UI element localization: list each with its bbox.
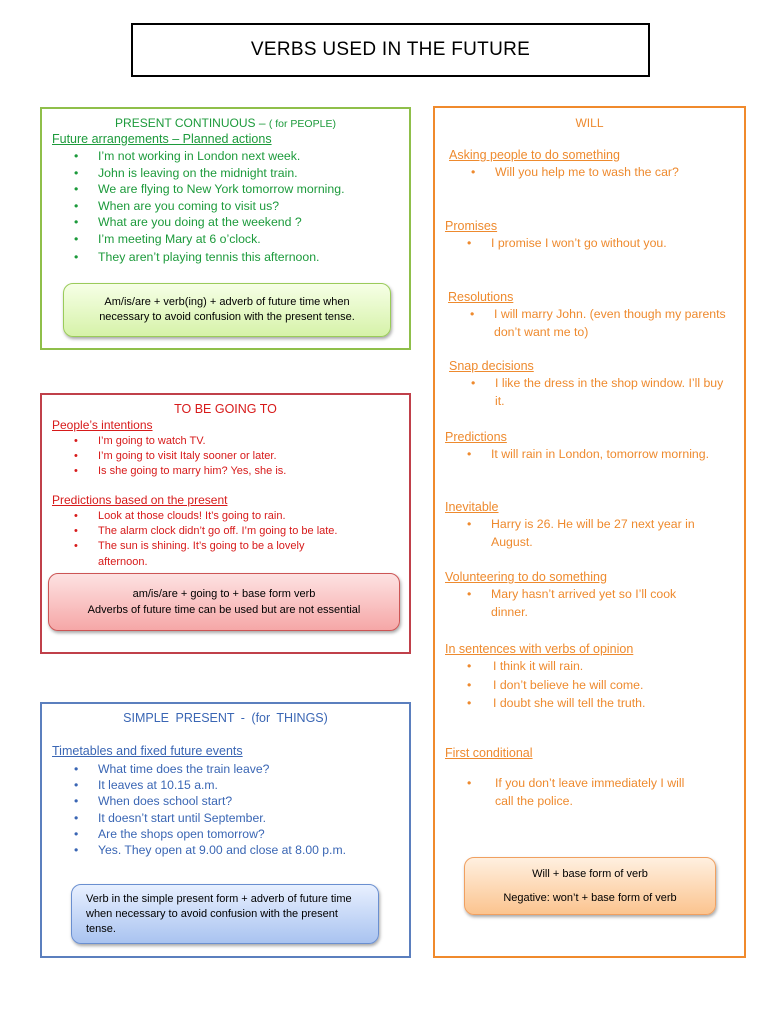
will-heading: WILL xyxy=(575,116,604,130)
will-section-title: In sentences with verbs of opinion xyxy=(445,642,634,656)
will-note xyxy=(464,857,716,915)
will-section-title: Snap decisions xyxy=(449,359,534,373)
will-section xyxy=(445,219,735,252)
simple-present-subheading: Timetables and fixed future events xyxy=(52,744,243,758)
present-continuous-heading xyxy=(42,116,409,130)
will-section-list xyxy=(445,515,735,551)
list-item: • The sun is shining. It’s going to be a lovely afternoon. xyxy=(52,539,402,569)
present-continuous-list xyxy=(52,148,402,266)
simple-present-list xyxy=(52,761,402,858)
will-note-line2: Negative: won’t + base form of verb xyxy=(503,892,677,904)
going-to-note xyxy=(48,573,400,631)
will-section xyxy=(445,746,735,810)
present-continuous-heading-main: PRESENT CONTINUOUS – xyxy=(115,116,266,130)
will-section-list xyxy=(445,585,735,621)
list-item: • I don’t believe he will come. xyxy=(445,676,735,695)
list-item: • I like the dress in the shop window. I’ll buy it. xyxy=(449,374,739,410)
list-item: • Is she going to marry him? Yes, she is. xyxy=(52,464,402,479)
list-item: • John is leaving on the midnight train. xyxy=(52,165,402,182)
will-section xyxy=(448,290,738,341)
going-to-section-title: Predictions based on the present xyxy=(52,493,228,507)
going-to-section-title: People’s intentions xyxy=(52,418,153,432)
list-item: • Mary hasn’t arrived yet so I’ll cook dinner. xyxy=(445,585,735,621)
will-section-title: Asking people to do something xyxy=(449,148,620,162)
list-item: • The alarm clock didn’t go off. I’m going to be late. xyxy=(52,524,402,539)
simple-present-note xyxy=(71,884,379,944)
list-item: • They aren’t playing tennis this afternoon. xyxy=(52,249,402,266)
present-continuous-panel xyxy=(40,107,411,350)
going-to-note-line2: Adverbs of future time can be used but are not essential xyxy=(87,604,361,616)
present-continuous-note-text: Am/is/are + verb(ing) + adverb of future time when necessary to avoid confusion with the present tense. xyxy=(99,296,355,323)
going-to-predictions-list xyxy=(52,509,402,570)
present-continuous-note xyxy=(63,283,391,337)
simple-present-note-text: Verb in the simple present form + adverb of future time when necessary to avoid confusion with the present tense. xyxy=(86,892,352,935)
list-item: • It will rain in London, tomorrow morning. xyxy=(445,445,735,463)
list-item: • Are the shops open tomorrow? xyxy=(52,826,402,842)
going-to-note-line1: am/is/are + going to + base form verb xyxy=(132,588,316,600)
list-item: • I’m going to visit Italy sooner or later. xyxy=(52,449,402,464)
will-section-title: First conditional xyxy=(445,746,533,760)
will-section xyxy=(445,430,735,463)
list-item: • Harry is 26. He will be 27 next year in August. xyxy=(445,515,735,551)
list-item: • Yes. They open at 9.00 and close at 8.00 p.m. xyxy=(52,842,402,858)
list-item: • Will you help me to wash the car? xyxy=(449,163,739,181)
list-item: • I doubt she will tell the truth. xyxy=(445,694,735,713)
list-item: • What time does the train leave? xyxy=(52,761,402,777)
will-section xyxy=(449,359,739,410)
will-section-title: Resolutions xyxy=(448,290,514,304)
will-section-title: Volunteering to do something xyxy=(445,570,607,584)
simple-present-heading: SIMPLE PRESENT - (for THINGS) xyxy=(123,711,328,725)
will-section xyxy=(445,570,735,621)
list-item: • It doesn’t start until September. xyxy=(52,810,402,826)
will-section-list xyxy=(445,657,735,713)
list-item: • What are you doing at the weekend ? xyxy=(52,214,402,231)
will-note-line1: Will + base form of verb xyxy=(532,868,648,880)
will-section-list xyxy=(449,163,739,181)
page-title: VERBS USED IN THE FUTURE xyxy=(131,23,650,77)
list-item: • I will marry John. (even though my parents don’t want me to) xyxy=(448,305,738,341)
will-section-list xyxy=(445,234,735,252)
going-to-intentions-list xyxy=(52,434,402,480)
list-item: • If you don’t leave immediately I will call the police. xyxy=(445,774,735,810)
list-item: • When are you coming to visit us? xyxy=(52,198,402,215)
present-continuous-subheading: Future arrangements – Planned actions xyxy=(52,132,272,146)
will-section-title: Promises xyxy=(445,219,498,233)
list-item: • We are flying to New York tomorrow morning. xyxy=(52,181,402,198)
simple-present-panel xyxy=(40,702,411,958)
list-item: • I promise I won’t go without you. xyxy=(445,234,735,252)
list-item: • I’m going to watch TV. xyxy=(52,434,402,449)
will-section-list xyxy=(445,774,735,810)
present-continuous-heading-sub: ( for PEOPLE) xyxy=(268,118,336,130)
will-section xyxy=(445,642,735,713)
will-section-list xyxy=(448,305,738,341)
will-section-title: Predictions xyxy=(445,430,507,444)
will-section-list xyxy=(449,374,739,410)
will-section xyxy=(449,148,739,181)
list-item: • I’m meeting Mary at 6 o’clock. xyxy=(52,231,402,248)
list-item: • It leaves at 10.15 a.m. xyxy=(52,777,402,793)
will-section-list xyxy=(445,445,735,463)
list-item: • I think it will rain. xyxy=(445,657,735,676)
will-section xyxy=(445,500,735,551)
going-to-heading: TO BE GOING TO xyxy=(174,402,277,416)
will-panel xyxy=(433,106,746,958)
will-section-title: Inevitable xyxy=(445,500,499,514)
list-item: • I’m not working in London next week. xyxy=(52,148,402,165)
list-item: • Look at those clouds! It’s going to rain. xyxy=(52,509,402,524)
going-to-panel xyxy=(40,393,411,654)
list-item: • When does school start? xyxy=(52,793,402,809)
